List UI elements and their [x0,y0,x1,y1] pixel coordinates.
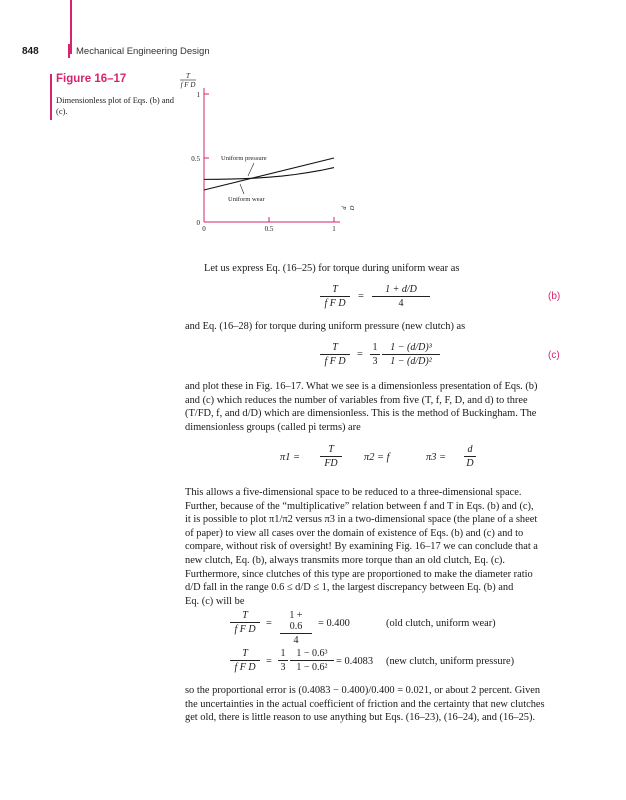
wear-calc-lhs-den: f F D [230,622,260,635]
x-tick-label: 0.5 [264,225,274,233]
pressure-calc-result: = 0.4083 [336,656,374,667]
paragraph-4-line: Eq. (c) will be [185,595,245,607]
pi3-den: D [464,456,476,469]
x-tick-label: 1 [332,225,336,233]
paragraph-5-line: get old, there is little reason to use anything but Eqs. (16–23), (16–24), and (16–25). [185,712,536,724]
eq-b-lhs-num: T [332,284,338,295]
eq-c-rhs-den: 1 − (d/D)² [382,354,440,367]
uniform-wear-label: Uniform wear [228,196,265,203]
header-rule [70,0,72,54]
x-axis-label-den: D [349,205,356,211]
paragraph-5-line: the uncertainties in the actual coefficient of friction and the certainty that new clutches [185,698,545,710]
wear-calc-lhs-num: T [242,610,248,621]
calc-uniform-wear [230,610,570,646]
uniform-pressure-leader [248,163,254,176]
pi-terms [280,442,480,474]
pressure-calc-coef-num: 1 [280,648,286,659]
paragraph-2: and Eq. (16–28) for torque during uniform pressure (new clutch) as [185,321,466,332]
wear-calc-note: (old clutch, uniform wear) [386,618,496,629]
paragraph-3-line: and (c) which reduces the number of variables from five (T, f, F, D, and d) to three [185,394,528,406]
equation-b-label: (b) [548,291,561,302]
header-separator [68,44,70,58]
eq-c-coef-den: 3 [370,354,380,367]
equation-c-label: (c) [548,350,560,361]
wear-calc-num: 1 + 0.6 [289,610,303,632]
pressure-calc-note: (new clutch, uniform pressure) [386,656,515,667]
y-tick-label: 1 [196,91,200,99]
y-tick-label: 0 [196,219,200,227]
pi3-label: π3 = [426,452,447,463]
paragraph-1: Let us express Eq. (16–25) for torque during uniform wear as [204,263,460,274]
pressure-calc-coef-den: 3 [278,660,288,673]
paragraph-4-line: Furthermore, since clutches of this type are proportioned to make the diameter ratio [185,568,533,580]
eq-c-coef-num: 1 [372,342,378,353]
wear-calc-equals: = [266,618,272,629]
pi3-num: d [467,444,473,455]
equation-b [320,284,450,314]
pressure-calc-lhs-num: T [242,648,248,659]
eq-b-equals: = [358,291,364,302]
page-number: 848 [22,46,39,57]
pressure-calc-num: 1 − 0.6³ [296,648,328,659]
equation-c [320,342,480,372]
paragraph-4-line: it is possible to plot π1/π2 versus π3 in a two-dimensional space (the plane of a sheet [185,514,538,526]
uniform-pressure-label: Uniform pressure [221,155,267,162]
uniform-wear-leader [240,184,244,194]
pi1-label: π1 = [280,452,301,463]
running-title: Mechanical Engineering Design [76,46,210,57]
paragraph-3-line: and plot these in Fig. 16–17. What we see is a dimensionless presentation of Eqs. (b) [185,381,538,392]
pressure-calc-lhs-den: f F D [230,660,260,673]
eq-c-rhs-num: 1 − (d/D)³ [390,342,432,353]
figure-caption: Dimensionless plot of Eqs. (b) and (c). [56,95,175,116]
figure-caption-bar [50,74,52,120]
eq-c-equals: = [357,349,363,360]
eq-c-lhs-den: f F D [320,354,350,367]
x-axis-label-num: d [341,206,348,210]
paragraph-5 [185,684,565,725]
y-axis-label-num: T [186,72,190,80]
paragraph-4-line: of paper) to view all cases over the domain of existence of Eqs. (b) and (c) and to [185,527,524,539]
paragraph-4 [185,486,565,608]
calc-uniform-pressure [230,648,590,678]
figure-label: Figure 16–17 [56,73,127,85]
pi1-den: FD [320,456,342,469]
pi2-label: π2 = f [364,452,390,463]
paragraph-5-line: so the proportional error is (0.4083 − 0.400)/0.400 = 0.021, or about 2 percent. Given [185,685,541,696]
y-tick-label: 0.5 [191,155,200,163]
eq-c-lhs-num: T [332,342,338,353]
figure-chart [170,68,370,238]
x-tick-label: 0 [202,225,206,233]
eq-b-lhs-den: f F D [320,296,350,309]
eq-b-rhs-den: 4 [372,296,430,309]
paragraph-4-line: Further, because of the “multiplicative” relation between f and T in Eqs. (b) and (c), [185,500,534,512]
paragraph-4-line: d/D fall in the range 0.6 ≤ d/D ≤ 1, the largest discrepancy between Eq. (b) and [185,582,514,594]
paragraph-3-line: (T/FD, f, and d/D) which are dimensionless. This is the method of Buckingham. The [185,408,537,420]
wear-calc-result: = 0.400 [318,618,350,629]
wear-calc-den: 4 [280,633,312,646]
pi1-num: T [328,444,334,455]
pressure-calc-den: 1 − 0.6² [290,660,334,673]
uniform-wear-curve [204,158,334,190]
eq-b-rhs-num: 1 + d/D [385,284,417,295]
paragraph-4-line: new clutch, Eq. (b), always transmits more torque than an old clutch, Eq. (c). [185,554,505,566]
paragraph-4-line: This allows a five-dimensional space to be reduced to a three-dimensional space. [185,487,522,498]
paragraph-3-line: dimensionless groups (called pi terms) are [185,421,361,433]
paragraph-4-line: compare, without risk of oversight! By examining Fig. 16–17 we can conclude that a [185,541,538,553]
y-axis-label-den: f F D [180,81,196,89]
paragraph-3 [185,380,565,434]
pressure-calc-equals: = [266,656,272,667]
